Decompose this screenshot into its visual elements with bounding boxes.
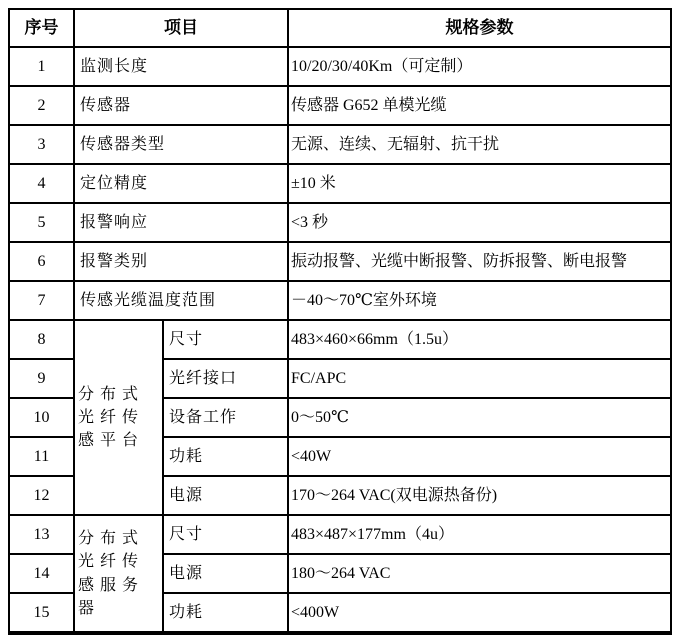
spec-value: FC/APC <box>288 359 671 398</box>
item-label: 报警响应 <box>74 203 288 242</box>
spec-table <box>8 8 672 635</box>
sub-item-label: 尺寸 <box>163 320 288 359</box>
col-header-no: 序号 <box>9 9 74 47</box>
table-row <box>9 515 671 554</box>
spec-value: 振动报警、光缆中断报警、防拆报警、断电报警 <box>288 242 671 281</box>
item-label: 传感光缆温度范围 <box>74 281 288 320</box>
table-row <box>9 281 671 320</box>
spec-value: 180～264 VAC <box>288 554 671 593</box>
sub-item-label: 功耗 <box>163 437 288 476</box>
sub-item-label: 光纤接口 <box>163 359 288 398</box>
spec-value: －40～70℃室外环境 <box>288 281 671 320</box>
row-number: 13 <box>9 515 74 554</box>
item-label: 传感器 <box>74 86 288 125</box>
col-header-spec: 规格参数 <box>288 9 671 47</box>
table-row <box>9 203 671 242</box>
item-label: 定位精度 <box>74 164 288 203</box>
col-header-item: 项目 <box>74 9 288 47</box>
spec-value: <40W <box>288 437 671 476</box>
spec-value: 170～264 VAC(双电源热备份) <box>288 476 671 515</box>
item-label: 监测长度 <box>74 47 288 86</box>
spec-value: 无源、连续、无辐射、抗干扰 <box>288 125 671 164</box>
item-label: 传感器类型 <box>74 125 288 164</box>
row-number: 14 <box>9 554 74 593</box>
row-number: 9 <box>9 359 74 398</box>
row-number: 5 <box>9 203 74 242</box>
table-row <box>9 242 671 281</box>
row-number: 15 <box>9 593 74 633</box>
table-row <box>9 164 671 203</box>
sub-item-label: 电源 <box>163 554 288 593</box>
row-number: 8 <box>9 320 74 359</box>
sub-item-label: 设备工作 <box>163 398 288 437</box>
item-label: 报警类别 <box>74 242 288 281</box>
spec-value: 483×487×177mm（4u） <box>288 515 671 554</box>
row-number: 2 <box>9 86 74 125</box>
row-number: 4 <box>9 164 74 203</box>
sub-item-label: 尺寸 <box>163 515 288 554</box>
spec-value: <400W <box>288 593 671 633</box>
spec-value: 10/20/30/40Km（可定制） <box>288 47 671 86</box>
spec-value: 483×460×66mm（1.5u） <box>288 320 671 359</box>
spec-value: ±10 米 <box>288 164 671 203</box>
row-number: 11 <box>9 437 74 476</box>
group-label-platform: 分布式光纤传感平台 <box>74 320 163 515</box>
row-number: 10 <box>9 398 74 437</box>
sub-item-label: 电源 <box>163 476 288 515</box>
group-label-server: 分布式光纤传感服务器 <box>74 515 163 633</box>
table-row <box>9 125 671 164</box>
row-number: 7 <box>9 281 74 320</box>
row-number: 6 <box>9 242 74 281</box>
row-number: 1 <box>9 47 74 86</box>
table-row <box>9 86 671 125</box>
spec-value: <3 秒 <box>288 203 671 242</box>
spec-value: 0～50℃ <box>288 398 671 437</box>
spec-value: 传感器 G652 单模光缆 <box>288 86 671 125</box>
row-number: 12 <box>9 476 74 515</box>
table-row <box>9 47 671 86</box>
table-row <box>9 320 671 359</box>
header-row <box>9 9 671 47</box>
sub-item-label: 功耗 <box>163 593 288 633</box>
row-number: 3 <box>9 125 74 164</box>
